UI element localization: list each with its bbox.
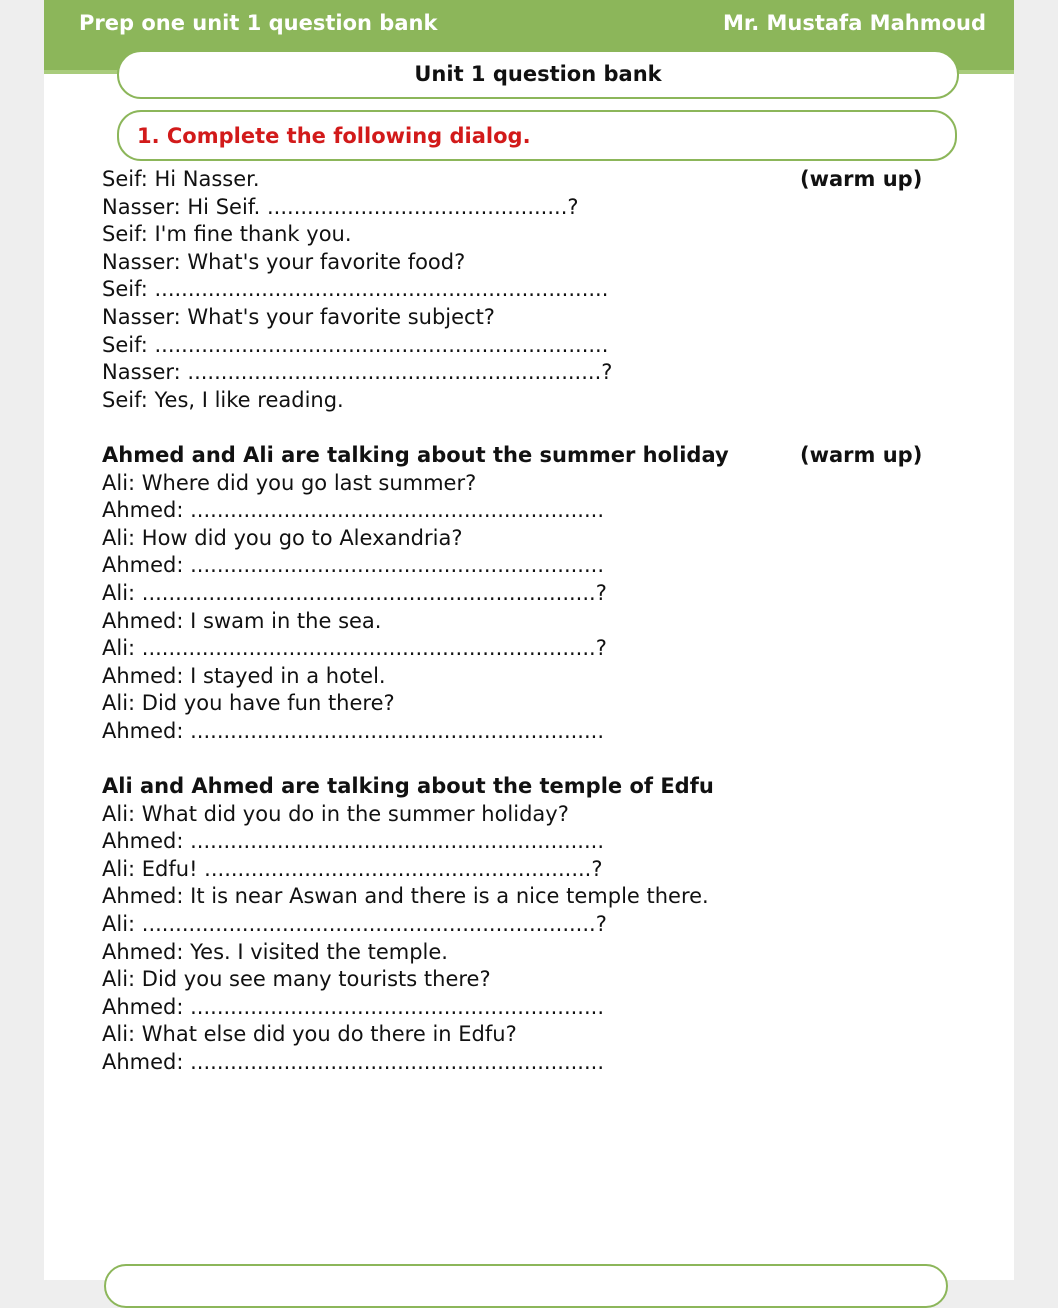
dialog-line: Seif: I'm fine thank you. — [102, 222, 352, 247]
dialog-line: Ahmed: .............................................................. — [102, 498, 605, 523]
section-heading: Ali and Ahmed are talking about the temple of Edfu — [102, 774, 714, 799]
dialog-line: Ali: ....................................................................? — [102, 580, 607, 605]
footer-bar — [104, 1264, 948, 1308]
dialog-line: Ali: Did you see many tourists there? — [102, 967, 491, 992]
dialog-line: Ahmed: .............................................................. — [102, 994, 605, 1019]
dialog-line: Ahmed: I stayed in a hotel. — [102, 663, 386, 688]
dialog-line: Seif: .................................................................... — [102, 277, 609, 302]
dialog-line: Ali: ....................................................................? — [102, 636, 607, 661]
dialog-line: Nasser: What's your favorite food? — [102, 249, 466, 274]
dialog-line: Ali: What did you do in the summer holiday? — [102, 801, 569, 826]
dialog-line: Ali: Where did you go last summer? — [102, 470, 477, 495]
dialog-content — [102, 166, 942, 1077]
dialog-line: Ahmed: I swam in the sea. — [102, 608, 382, 633]
worksheet-page — [44, 0, 1014, 1280]
page-title: Unit 1 question bank — [117, 50, 959, 99]
dialog-line: Nasser: Hi Seif. .............................................? — [102, 194, 579, 219]
dialog-line: Ali: ....................................................................? — [102, 912, 607, 937]
header-course-title: Prep one unit 1 question bank — [79, 11, 438, 35]
dialog-line: Ahmed: It is near Aswan and there is a nice temple there. — [102, 884, 709, 909]
dialog-line: Ali: Edfu! ..........................................................? — [102, 856, 603, 881]
dialog-line: Ali: How did you go to Alexandria? — [102, 525, 463, 550]
spacer — [102, 745, 942, 773]
dialog-line: Nasser: What's your favorite subject? — [102, 304, 495, 329]
dialog-line — [102, 166, 942, 194]
dialog-line: Seif: Yes, I like reading. — [102, 387, 344, 412]
dialog-line: Ahmed: .............................................................. — [102, 553, 605, 578]
task-instruction: 1. Complete the following dialog. — [137, 124, 531, 148]
dialog-line: Ahmed: Yes. I visited the temple. — [102, 939, 448, 964]
dialog-line: Ali: What else did you do there in Edfu? — [102, 1022, 517, 1047]
header-teacher-name: Mr. Mustafa Mahmoud — [722, 11, 986, 35]
dialog-line: Ahmed: .............................................................. — [102, 829, 605, 854]
section-heading-text: Ahmed and Ali are talking about the summer holiday — [102, 442, 729, 467]
section-heading — [102, 442, 942, 470]
spacer — [102, 414, 942, 442]
warm-up-tag: (warm up) — [800, 442, 923, 467]
dialog-line: Ahmed: .............................................................. — [102, 1050, 605, 1074]
dialog-line: Ahmed: .............................................................. — [102, 718, 605, 743]
dialog-line: Seif: .................................................................... — [102, 332, 609, 357]
dialog-line: Ali: Did you have fun there? — [102, 691, 395, 716]
dialog-text: Seif: Hi Nasser. — [102, 167, 260, 191]
warm-up-tag: (warm up) — [800, 167, 923, 191]
task-instruction-box — [117, 110, 957, 161]
dialog-line: Nasser: ..............................................................? — [102, 360, 613, 385]
